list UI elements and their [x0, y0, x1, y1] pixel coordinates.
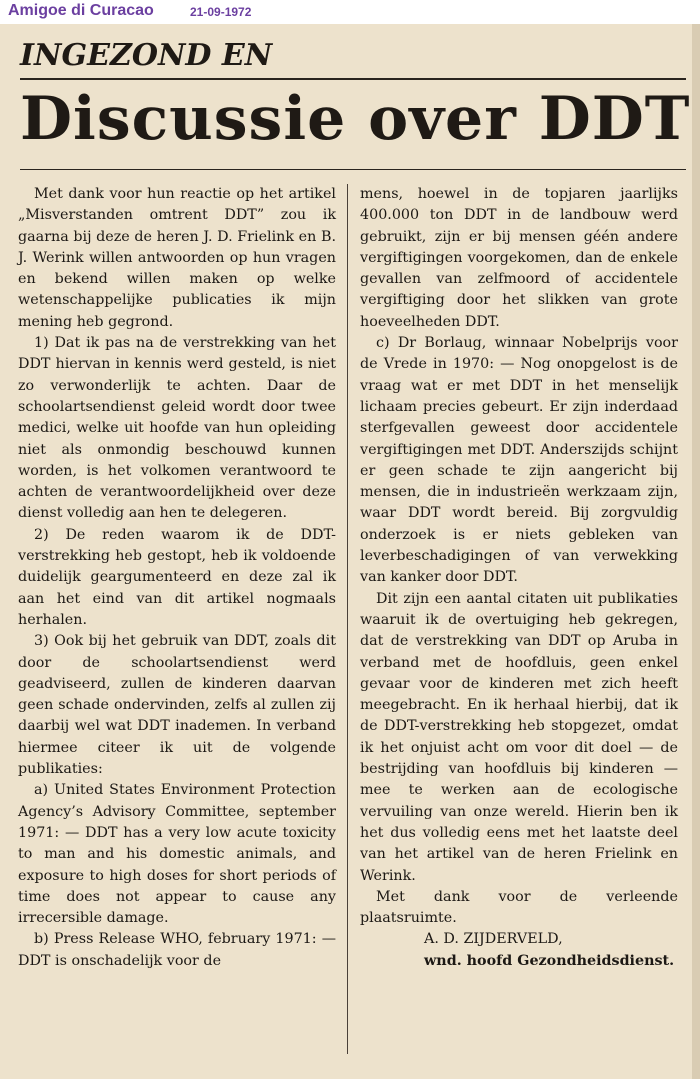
paragraph-thanks: Met dank voor de verleende plaatsruimte.: [360, 888, 678, 927]
newspaper-clipping: [0, 24, 700, 1079]
page-edge: [692, 24, 700, 1079]
article-column-right: [360, 184, 678, 972]
top-rule: [20, 78, 686, 80]
archive-header: [0, 0, 700, 24]
paragraph-quote-b: b) Press Release WHO, february 1971: — DDT is onschadelijk voor de: [18, 931, 336, 969]
paragraph-point-2: 2) De reden waarom ik de DDT-verstrekking heb gestopt, heb ik voldoende duidelijk geargumenteerd en deze zal ik aan het eind van dit artikel nogmaals herhalen.: [18, 526, 336, 628]
paragraph-point-3: 3) Ook bij het gebruik van DDT, zoals dit door de schoolartsendienst werd geadviseerd, zullen de kinderen daarvan geen schade ondervinden, zelfs al zullen zij daarbij wel wat DDT inademen. In verband hiermee citeer ik uit de volgende publikaties:: [18, 633, 336, 778]
headline-rule: [20, 169, 686, 170]
signature-title: wnd. hoofd Gezondheidsdienst.: [424, 952, 675, 969]
newspaper-name: Amigoe di Curacao: [8, 2, 154, 19]
article-headline: Discussie over DDT: [20, 84, 691, 154]
paragraph-point-1: 1) Dat ik pas na de verstrekking van het DDT hiervan in kennis werd gesteld, is niet zo verwonderlijk te achten. Daar de schoolartsendienst geleid wordt door twee medici, welke uit hoofde van hun opleiding niet als onmondig beschouwd kunnen worden, is het volkomen verantwoord te achten de verantwoordelijkheid over deze dienst volledig aan hen te delegeren.: [18, 335, 336, 522]
article-column-left: [18, 184, 336, 972]
paragraph-intro: Met dank voor hun reactie op het artikel „Misverstanden omtrent DDT” zou ik gaarna bij deze de heren J. D. Frielink en B. J. Werink willen antwoorden op hun vragen en bekend willen maken op welke wetenschappelijke publicaties ik mijn mening heb gegrond.: [18, 186, 336, 330]
paragraph-quote-c: c) Dr Borlaug, winnaar Nobelprijs voor de Vrede in 1970: — Nog onopgelost is de vraag wat er met DDT in het menselijk lichaam precies gebeurt. Er zijn inderdaad sterfgevallen geweest door accidentele vergiftigingen met DDT. Anderszijds schijnt er geen schade te zijn aangericht bij mensen, die in industrieën werkzaam zijn, waar DDT wordt bereid. Bij zorgvuldig onderzoek is er niets gebleken van leverbeschadigingen of van verwekking van kanker door DDT.: [360, 335, 678, 586]
signature-name: A. D. ZIJDERVELD,: [424, 931, 563, 948]
paragraph-conclusion: Dit zijn een aantal citaten uit publikaties waaruit ik de overtuiging heb gekregen, dat de verstrekking van DDT op Aruba in verband met de hoofdluis, geen enkel gevaar voor de kinderen met zich heeft meegebracht. En ik herhaal hierbij, dat ik de DDT-verstrekking heb stopgezet, omdat ik het onjuist acht om voor dit doel — de bestrijding van hoofdluis bij kinderen — mee te werken aan de ecologische vervuiling van onze wereld. Hierin ben ik het dus volledig eens met het laatste deel van het artikel van de heren Frielink en Werink.: [360, 590, 678, 884]
column-divider: [347, 184, 348, 1054]
paragraph-quote-a: a) United States Environment Protection Agency’s Advisory Committee, september 1971: — DDT has a very low acute toxicity to man and his domestic animals, and exposure to high doses for short periods of time does not appear to cause any irrecersible damage.: [18, 782, 336, 927]
publication-date: 21-09-1972: [190, 5, 252, 19]
section-label: INGEZOND EN: [20, 38, 273, 73]
paragraph-quote-b-continued: mens, hoewel in de topjaren jaarlijks 400.000 ton DDT in de landbouw werd gebruikt, zijn er bij mensen géén andere vergiftigingen voorgekomen, dan de enkele gevallen van zelfmoord of accidentele vergiftiging door het slikken van grote hoeveelheden DDT.: [360, 186, 678, 330]
